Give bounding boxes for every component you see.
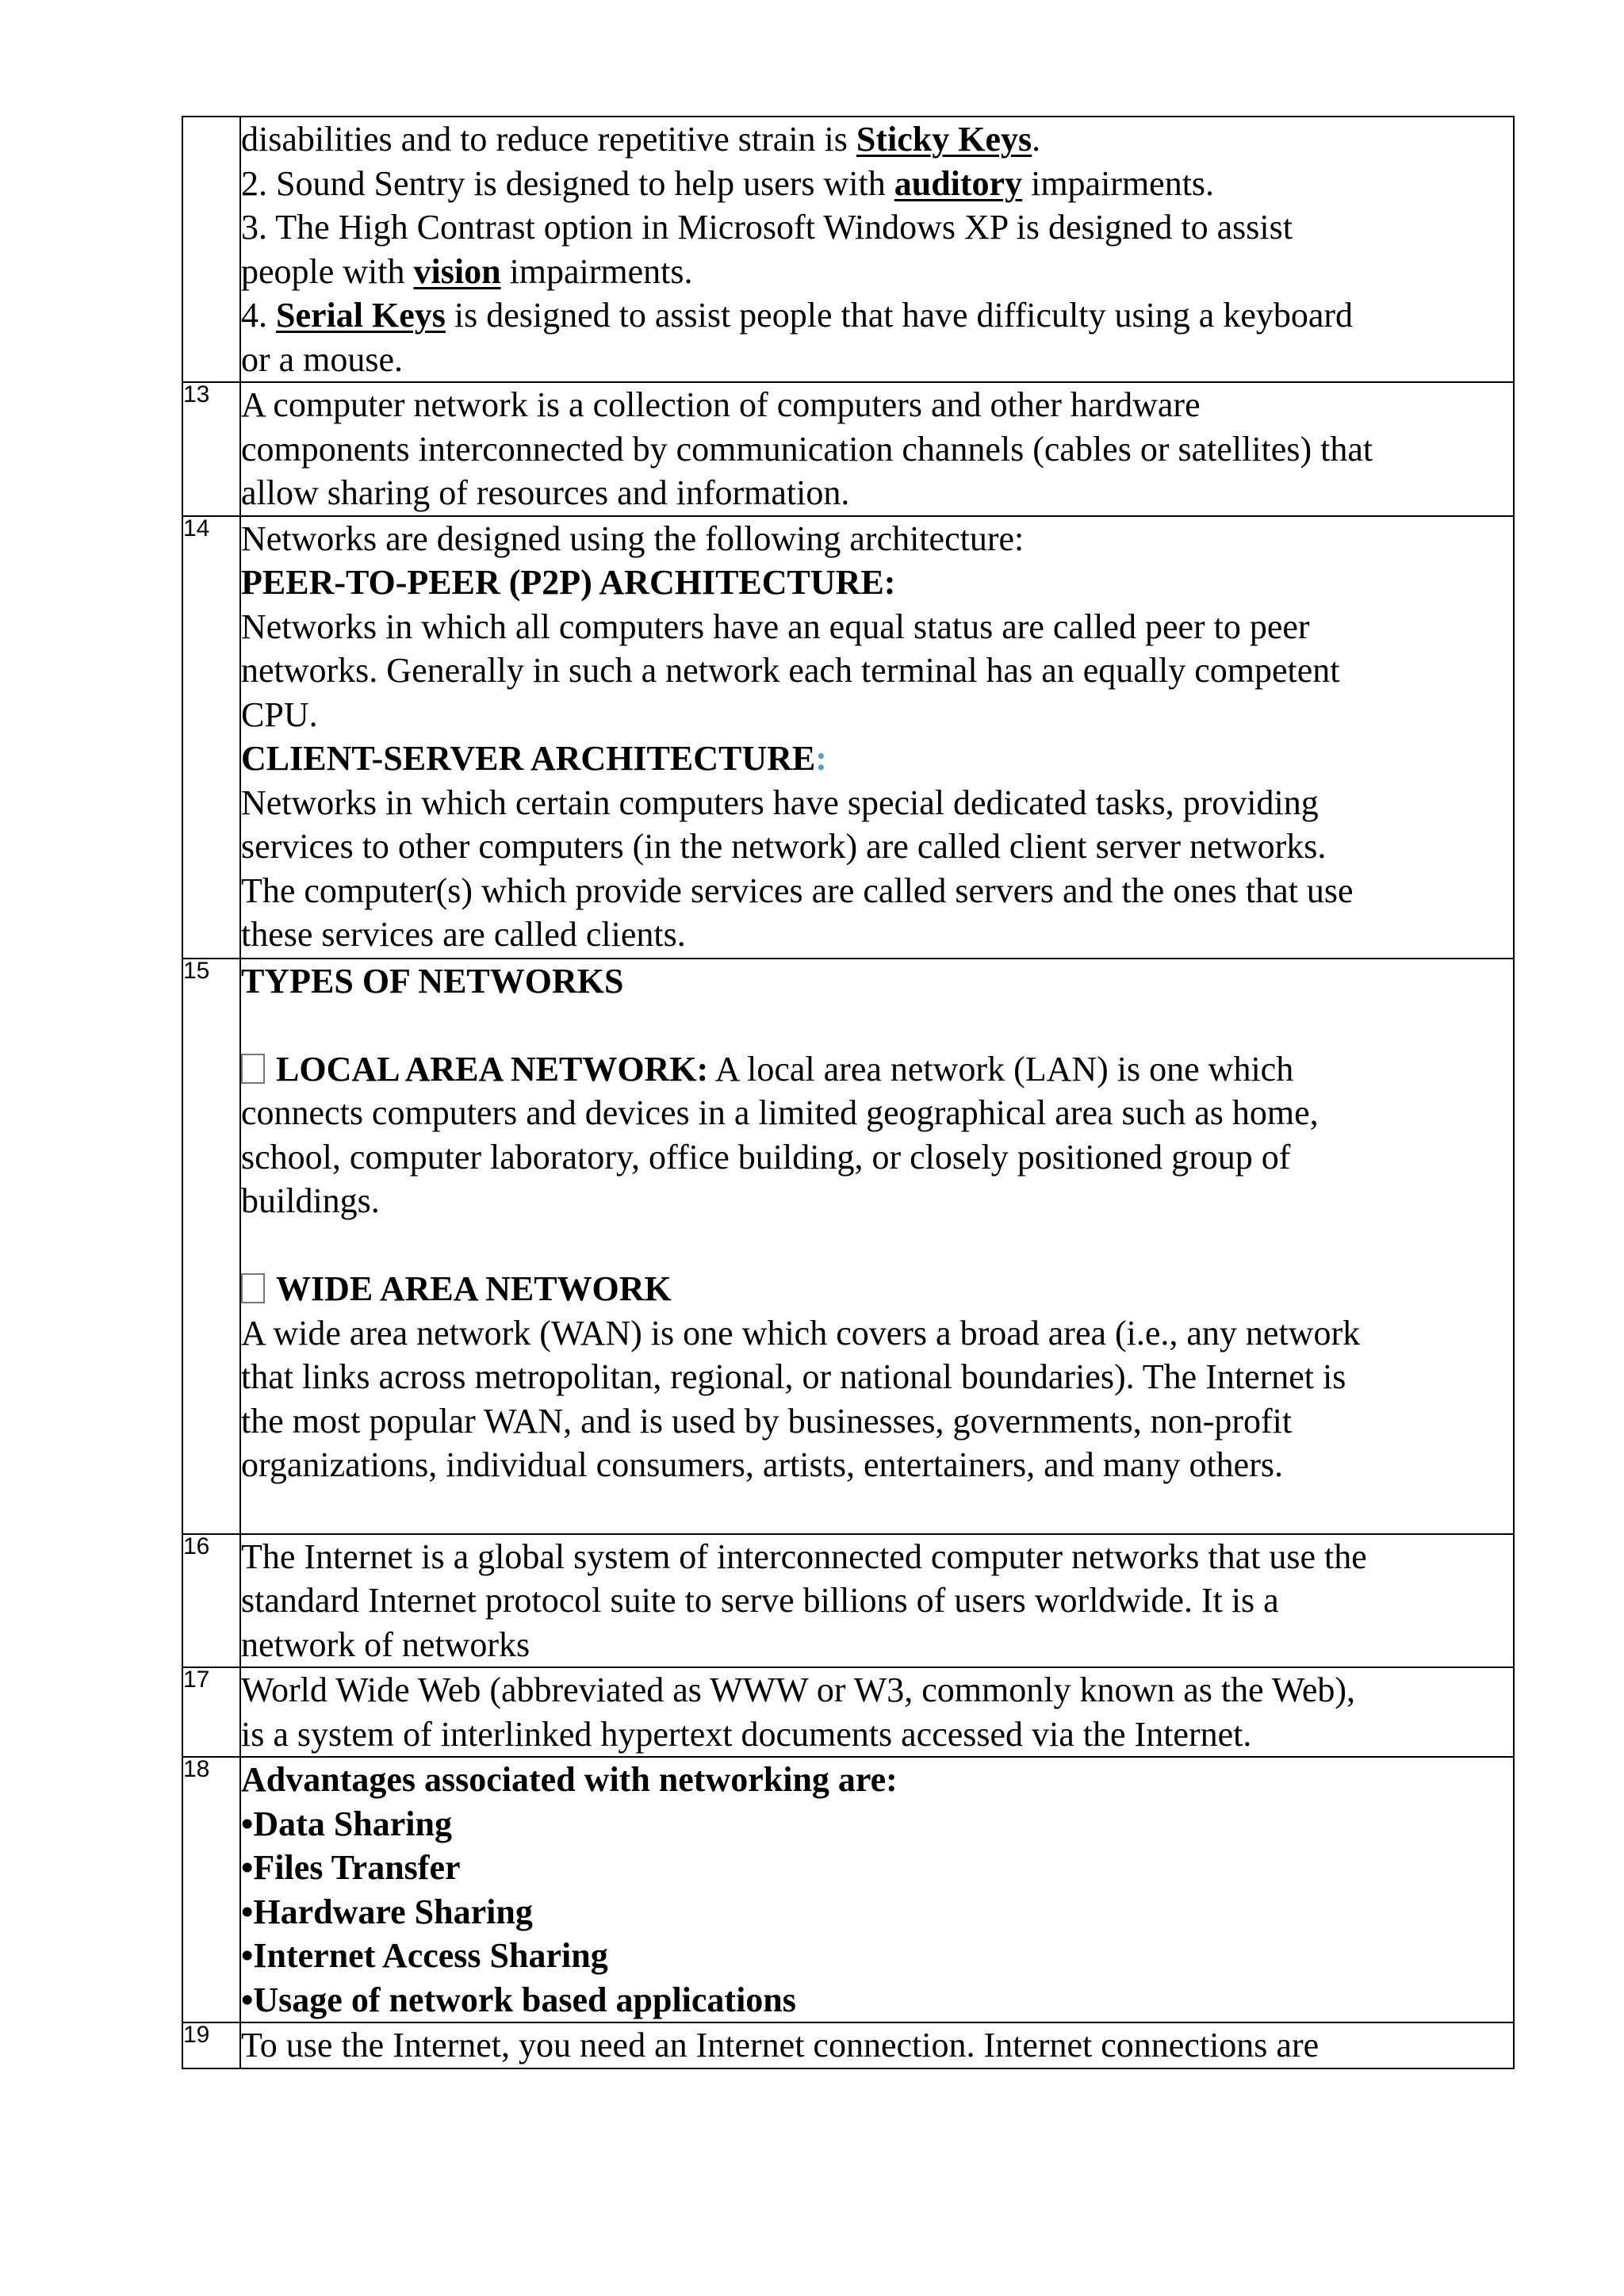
table-row <box>182 1667 1514 1757</box>
table-row <box>182 117 1514 382</box>
row-text: A computer network is a collection of computers and other hardware components interconnected by communication channels (cables or satellites) that allow sharing of resources and information. <box>240 382 1514 516</box>
missing-glyph-bullet-icon <box>241 1273 265 1303</box>
row-number: 16 <box>182 1534 240 1668</box>
missing-glyph-bullet-icon <box>241 1054 265 1084</box>
list-item: •Data Sharing <box>241 1804 452 1843</box>
list-item: •Files Transfer <box>241 1848 461 1887</box>
table-row <box>182 2022 1514 2068</box>
row-text: To use the Internet, you need an Internet connection. Internet connections are <box>240 2022 1514 2068</box>
row-number: 18 <box>182 1757 240 2022</box>
list-item: •Internet Access Sharing <box>241 1936 608 1975</box>
term-auditory: auditory <box>894 163 1023 203</box>
advantages-heading: Advantages associated with networking are: <box>241 1760 898 1799</box>
table-row <box>182 959 1514 1534</box>
row-text: TYPES OF NETWORKS LOCAL AREA NETWORK: A local area network (LAN) is one which connects computers and devices in a limited geographical area such as home, school, computer laboratory, office building, or closely positioned group of buildings. WIDE AREA NETWORK A wide area network (WAN) is one which covers a broad area (i.e., any network that links across metropolitan, regional, or national boundaries). The Internet is the most popular WAN, and is used by businesses, governments, non-profit organizations, individual consumers, artists, entertainers, and many others. <box>240 959 1514 1534</box>
row-text: Networks are designed using the following architecture: PEER-TO-PEER (P2P) ARCHITECTURE: Networks in which all computers have an equal status are called peer to peer networks. Generally in such a network each terminal has an equally competent CPU. CLIENT-SERVER ARCHITECTURE: Networks in which certain computers have special dedicated tasks, providing services to other computers (in the network) are called client server networks. The computer(s) which provide services are called servers and the ones that use these services are called clients. <box>240 516 1514 959</box>
row-text <box>240 1757 1514 2022</box>
row-number: 17 <box>182 1667 240 1757</box>
term-vision: vision <box>413 251 501 291</box>
row-number: 13 <box>182 382 240 516</box>
lan-heading: LOCAL AREA NETWORK: <box>276 1049 709 1089</box>
client-server-heading: CLIENT-SERVER ARCHITECTURE: <box>241 739 827 778</box>
term-sticky-keys: Sticky Keys <box>856 120 1032 159</box>
table-row <box>182 516 1514 959</box>
table-row <box>182 1534 1514 1668</box>
row-number: 15 <box>182 959 240 1534</box>
types-heading: TYPES OF NETWORKS <box>241 961 624 1001</box>
row-text: World Wide Web (abbreviated as WWW or W3, commonly known as the Web), is a system of interlinked hypertext documents accessed via the Internet. <box>240 1667 1514 1757</box>
row-number: 19 <box>182 2022 240 2068</box>
row-text: disabilities and to reduce repetitive strain is Sticky Keys. 2. Sound Sentry is designed to help users with auditory impairments. 3. The High Contrast option in Microsoft Windows XP is designed to assist people with vision impairments. 4. Serial Keys is designed to assist people that have difficulty using a keyboard or a mouse. <box>240 117 1514 382</box>
list-item: •Usage of network based applications <box>241 1980 796 2019</box>
row-number: 14 <box>182 516 240 959</box>
list-item: •Hardware Sharing <box>241 1892 533 1931</box>
row-text: The Internet is a global system of interconnected computer networks that use the standard Internet protocol suite to serve billions of users worldwide. It is a network of networks <box>240 1534 1514 1668</box>
wan-heading: WIDE AREA NETWORK <box>276 1269 672 1308</box>
row-number <box>182 117 240 382</box>
table-row <box>182 382 1514 516</box>
answer-table <box>182 116 1515 2069</box>
table-row <box>182 1757 1514 2022</box>
p2p-heading: PEER-TO-PEER (P2P) ARCHITECTURE: <box>241 563 896 602</box>
term-serial-keys: Serial Keys <box>276 296 446 335</box>
